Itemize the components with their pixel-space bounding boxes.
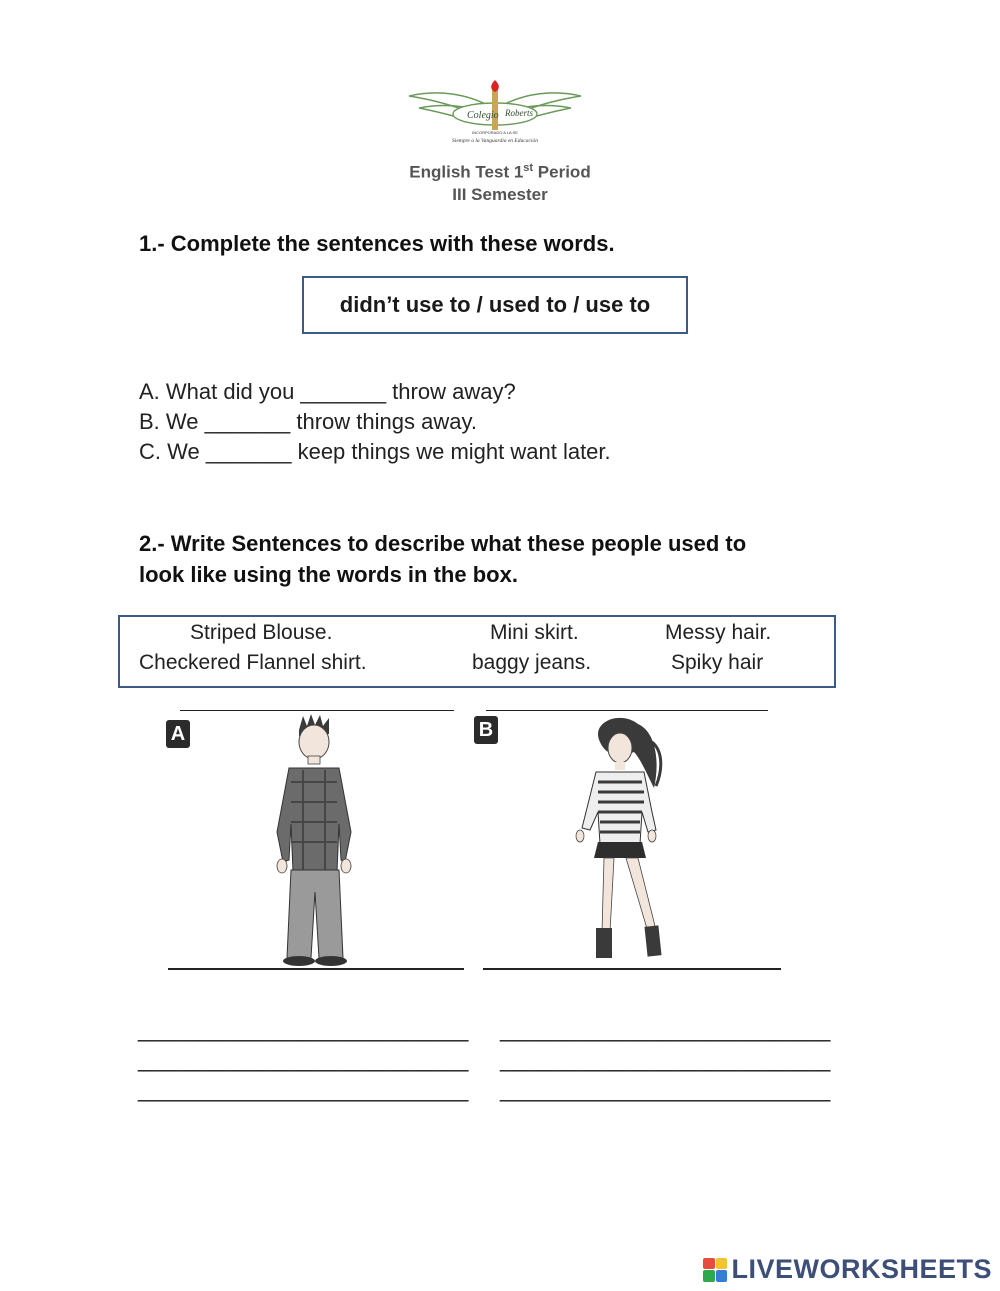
picture-b-top-line <box>486 710 768 711</box>
vocab-item: Spiky hair <box>671 651 764 674</box>
sentence-a[interactable]: A. What did you _______ throw away? <box>139 379 516 404</box>
sentence-b[interactable]: B. We _______ throw things away. <box>139 409 477 434</box>
q2-instruction-line2: look like using the words in the box. <box>139 562 518 587</box>
answer-line[interactable]: ___________________________ <box>500 1077 831 1102</box>
answer-line[interactable]: ___________________________ <box>138 1077 469 1102</box>
picture-b-label: B <box>474 716 498 744</box>
q1-instruction: 1.- Complete the sentences with these words. <box>139 231 615 256</box>
picture-a-label: A <box>166 720 190 748</box>
q2-instruction-line1: 2.- Write Sentences to describe what these people used to <box>139 531 747 556</box>
picture-a-answer-line <box>168 968 464 970</box>
svg-text:Siempre a la Vanguardia en Edu: Siempre a la Vanguardia en Educación <box>452 138 538 144</box>
answer-lines-right[interactable] <box>500 1015 830 1105</box>
svg-text:Colegio: Colegio <box>467 110 499 121</box>
school-logo <box>405 78 585 150</box>
picture-b-answer-line <box>483 968 781 970</box>
test-subtitle: III Semester <box>452 185 548 204</box>
svg-text:INCORPORADO A LA SE: INCORPORADO A LA SE <box>472 130 518 135</box>
vocab-item: baggy jeans. <box>472 651 592 674</box>
svg-text:Roberts: Roberts <box>505 108 533 118</box>
sentence-c[interactable]: C. We _______ keep things we might want later. <box>139 439 611 464</box>
vocabulary-box <box>118 615 836 688</box>
word-bank-box: didn’t use to / used to / use to <box>302 276 688 334</box>
vocab-item: Checkered Flannel shirt. <box>139 651 367 674</box>
liveworksheets-icon <box>703 1258 727 1282</box>
vocab-item: Mini skirt. <box>490 621 579 644</box>
picture-a-top-line <box>180 710 454 711</box>
man-in-flannel-shirt-illustration <box>255 712 375 968</box>
vocab-item: Messy hair. <box>665 621 772 644</box>
answer-line[interactable]: ___________________________ <box>138 1047 469 1072</box>
liveworksheets-logo: LIVEWORKSHEETS <box>703 1254 992 1285</box>
answer-line[interactable]: ___________________________ <box>500 1017 831 1042</box>
woman-in-striped-blouse-illustration <box>560 712 690 968</box>
answer-lines-left[interactable] <box>138 1015 468 1105</box>
vocab-item: Striped Blouse. <box>190 621 333 644</box>
answer-line[interactable]: ___________________________ <box>138 1017 469 1042</box>
test-title: English Test 1st Period <box>409 162 591 182</box>
answer-line[interactable]: ___________________________ <box>500 1047 831 1072</box>
